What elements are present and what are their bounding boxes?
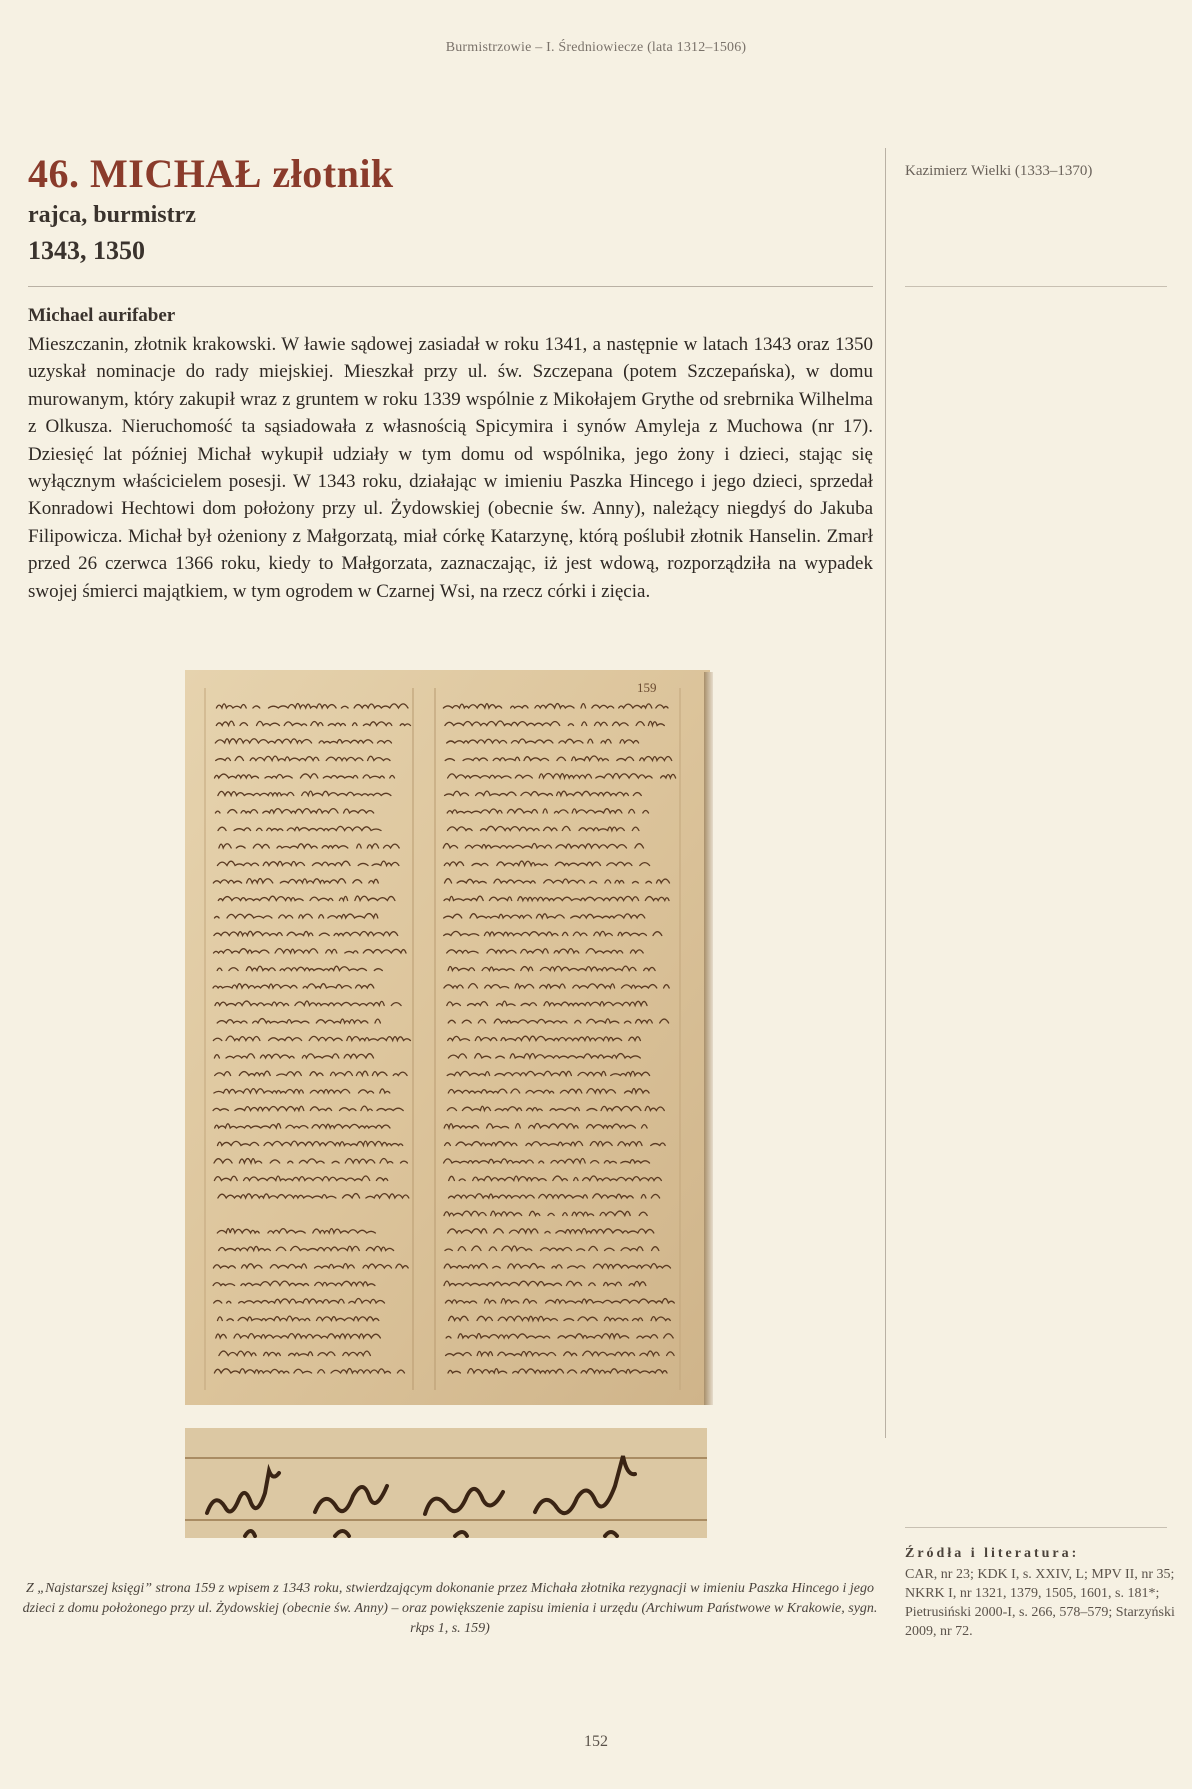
sources-text: CAR, nr 23; KDK I, s. XXIV, L; MPV II, nr 35; NKRK I, nr 1321, 1379, 1505, 1601, s. 181*; Pietrusiński 2000-I, s. 266, 578–579; Starzyński 2009, nr 72. [905,1567,1175,1639]
latin-name: Michael aurifaber [28,305,176,326]
sources-section [905,1544,1175,1641]
manuscript-illustration [185,670,710,1405]
column-divider [885,148,886,1438]
sidebar-divider-top [905,286,1167,287]
page-number: 152 [584,1733,608,1750]
entry-role: rajca, burmistrz [28,202,196,228]
folio-number: 159 [637,680,657,695]
manuscript-detail-image [185,1428,707,1538]
entry-years: 1343, 1350 [28,236,145,265]
biography-text: Mieszczanin, złotnik krakowski. W ławie sądowej zasiadał w roku 1341, a następnie w latach 1343 oraz 1350 uzyskał nominacje do rady miejskiej. Mieszkał przy ul. św. Szczepana (potem Szczepańska), w domu murowanym, który zakupił wraz z gruntem w roku 1339 wspólnie z Mikołajem Grythe od srebrnika Wilhelma z Olkusza. Nieruchomość ta sąsiadowała z własnością Spicymira i synów Amyleja z Muchowa (nr 17). Dziesięć lat później Michał wykupił udziały w tym domu od wspólnika, jego żony i dzieci, stając się wyłącznym właścicielem posesji. W 1343 roku, działając w imieniu Paszka Hincego i jego dzieci, sprzedał Konradowi Hechtowi dom położony przy ul. Żydowskiej (obecnie św. Anny), należący niegdyś do Jakuba Filipowicza. Michał był ożeniony z Małgorzatą, miał córkę Katarzynę, którą poślubił złotnik Hanselin. Zmarł przed 26 czerwca 1366 roku, kiedy to Małgorzata, zaznaczając, iż jest wdową, rozporządziła na wypadek swojej śmierci majątkiem, w tym ogrodem w Czarnej Wsi, na rzecz córki i zięcia. [28,334,873,602]
entry-title: 46. MICHAŁ złotnik [28,151,394,196]
handwriting-enlargement [185,1428,707,1538]
running-header: Burmistrzowie – I. Średniowiecze (lata 1312–1506) [445,40,747,55]
title-divider [28,286,873,287]
sources-heading: Źródła i literatura: [905,1546,1080,1561]
reign-label: Kazimierz Wielki (1333–1370) [905,163,1093,179]
page-edge-shadow [704,672,713,1405]
manuscript-page-image [185,670,710,1405]
figure-caption: Z „Najstarszej księgi” strona 159 z wpisem z 1343 roku, stwierdzającym dokonanie przez Michała złotnika rezygnacji w imieniu Paszka Hincego i jego dzieci z domu położonego przy ul. Żydowskiej (obecnie św. Anny) – oraz powiększenie zapisu imienia i urzędu (Archiwum Państwowe w Krakowie, sygn. rkps 1, s. 159) [22,1581,878,1636]
sidebar-divider-bottom [905,1527,1167,1528]
